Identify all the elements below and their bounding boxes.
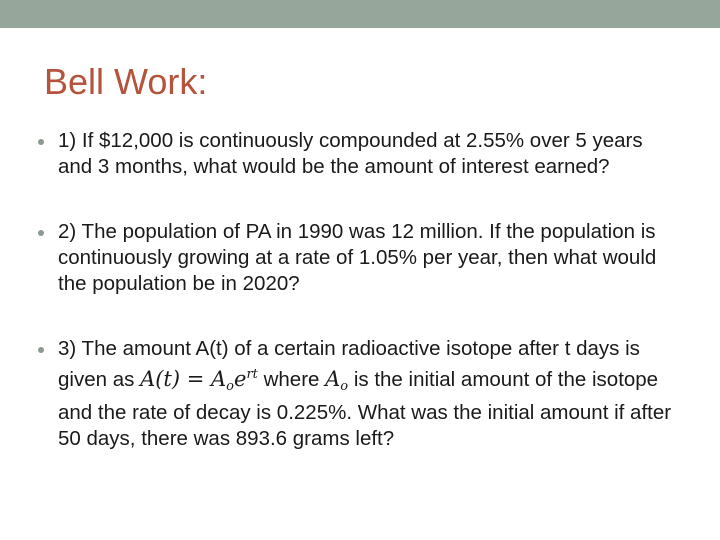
formula-lhs: A(t) = A bbox=[140, 367, 227, 391]
bullet-icon bbox=[38, 347, 44, 353]
bullet-icon bbox=[38, 139, 44, 145]
question-1-text: 1) If $12,000 is continuously compounded at 2.55% over 5 years and 3 months, what would be the amount of interest earned? bbox=[58, 129, 643, 178]
slide-title: Bell Work: bbox=[44, 61, 208, 102]
formula-subscript: o bbox=[226, 379, 234, 394]
decay-formula bbox=[140, 367, 258, 394]
question-2 bbox=[58, 219, 678, 297]
formula-base: e bbox=[234, 367, 247, 391]
bullet-icon bbox=[38, 230, 44, 236]
top-accent-bar bbox=[0, 0, 720, 28]
variable-subscript: o bbox=[340, 379, 349, 394]
question-2-text: 2) The population of PA in 1990 was 12 million. If the population is continuously growing at a rate of 1.05% per year, then what would the population be in 2020? bbox=[58, 220, 657, 295]
formula-exponent: rt bbox=[246, 367, 258, 382]
question-3-text-middle: where bbox=[257, 368, 326, 391]
initial-amount-variable bbox=[325, 367, 349, 394]
question-3-text-before: 3) The amount A(t) of a certain radioactive isotope after t days is given as bbox=[58, 337, 640, 391]
variable-base: A bbox=[325, 367, 341, 391]
question-3-text-after: is the initial amount of the isotope and the rate of decay is 0.225%. What was the initial amount if after 50 days, there was 893.6 grams left? bbox=[58, 368, 672, 450]
bullet-list bbox=[58, 128, 678, 452]
question-1 bbox=[58, 128, 678, 180]
question-3 bbox=[58, 336, 678, 452]
